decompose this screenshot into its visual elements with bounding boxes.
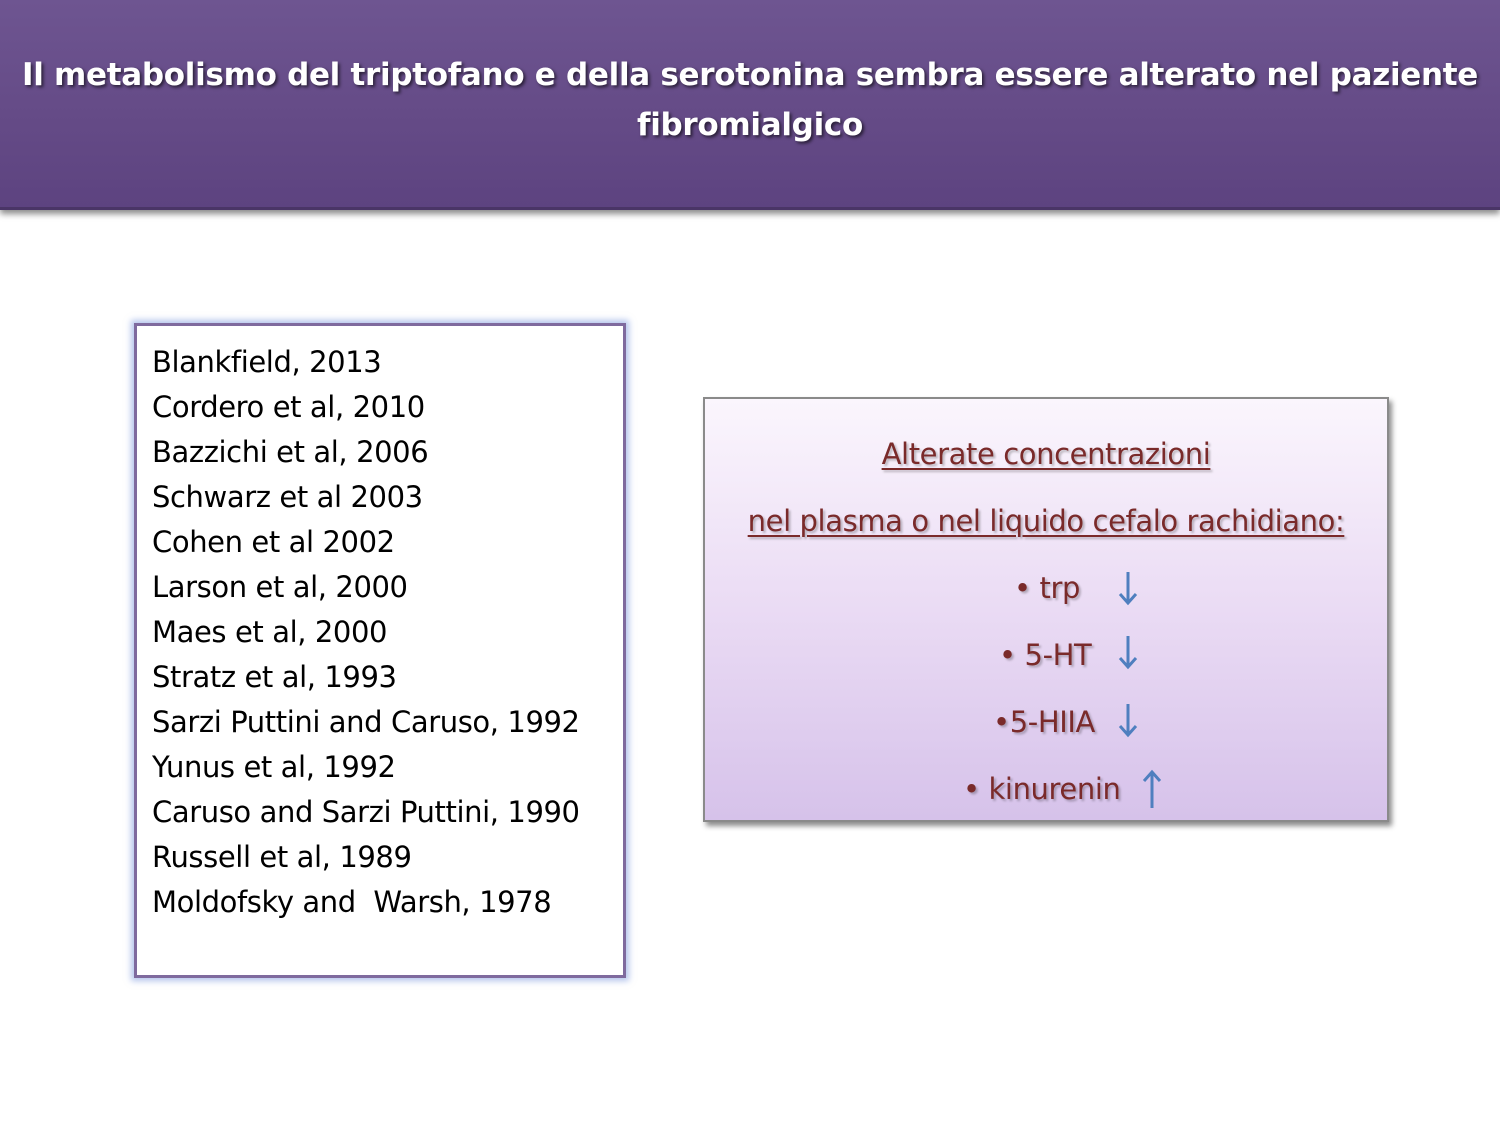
reference-item: Schwarz et al 2003 bbox=[152, 480, 423, 514]
marker-label-trp: • trp bbox=[1014, 571, 1081, 605]
reference-item: Maes et al, 2000 bbox=[152, 615, 388, 649]
arrow-down-icon bbox=[1117, 555, 1139, 622]
concentrations-subheading: nel plasma o nel liquido cefalo rachidiano: bbox=[747, 504, 1345, 538]
reference-item: Russell et al, 1989 bbox=[152, 840, 412, 874]
reference-item: Blankfield, 2013 bbox=[152, 345, 382, 379]
arrow-up-icon bbox=[1141, 756, 1163, 823]
marker-label-5hiia: •5-HIIA bbox=[993, 705, 1095, 739]
reference-item: Caruso and Sarzi Puttini, 1990 bbox=[152, 795, 580, 829]
marker-row-trp bbox=[705, 555, 1387, 622]
reference-item: Cohen et al 2002 bbox=[152, 525, 395, 559]
marker-row-5ht bbox=[705, 622, 1387, 689]
reference-item: Stratz et al, 1993 bbox=[152, 660, 397, 694]
concentrations-heading: Alterate concentrazioni bbox=[881, 437, 1211, 471]
arrow-down-icon bbox=[1117, 622, 1139, 689]
marker-label-5ht: • 5-HT bbox=[999, 638, 1092, 672]
references-box bbox=[134, 323, 626, 978]
reference-item: Bazzichi et al, 2006 bbox=[152, 435, 429, 469]
marker-label-kinurenin: • kinurenin bbox=[963, 772, 1121, 806]
slide-title: Il metabolismo del triptofano e della serotonina sembra essere alterato nel paziente fibromialgico bbox=[21, 56, 1479, 143]
reference-item: Yunus et al, 1992 bbox=[152, 750, 396, 784]
marker-row-kinurenin bbox=[705, 756, 1387, 823]
arrow-down-icon bbox=[1117, 689, 1139, 756]
reference-item: Moldofsky and Warsh, 1978 bbox=[152, 885, 552, 919]
reference-item: Cordero et al, 2010 bbox=[152, 390, 425, 424]
reference-item: Sarzi Puttini and Caruso, 1992 bbox=[152, 705, 580, 739]
marker-row-5hiia bbox=[705, 689, 1387, 756]
reference-item: Larson et al, 2000 bbox=[152, 570, 408, 604]
concentrations-box bbox=[703, 397, 1389, 822]
title-bar bbox=[0, 0, 1500, 210]
reference-list bbox=[152, 340, 623, 925]
